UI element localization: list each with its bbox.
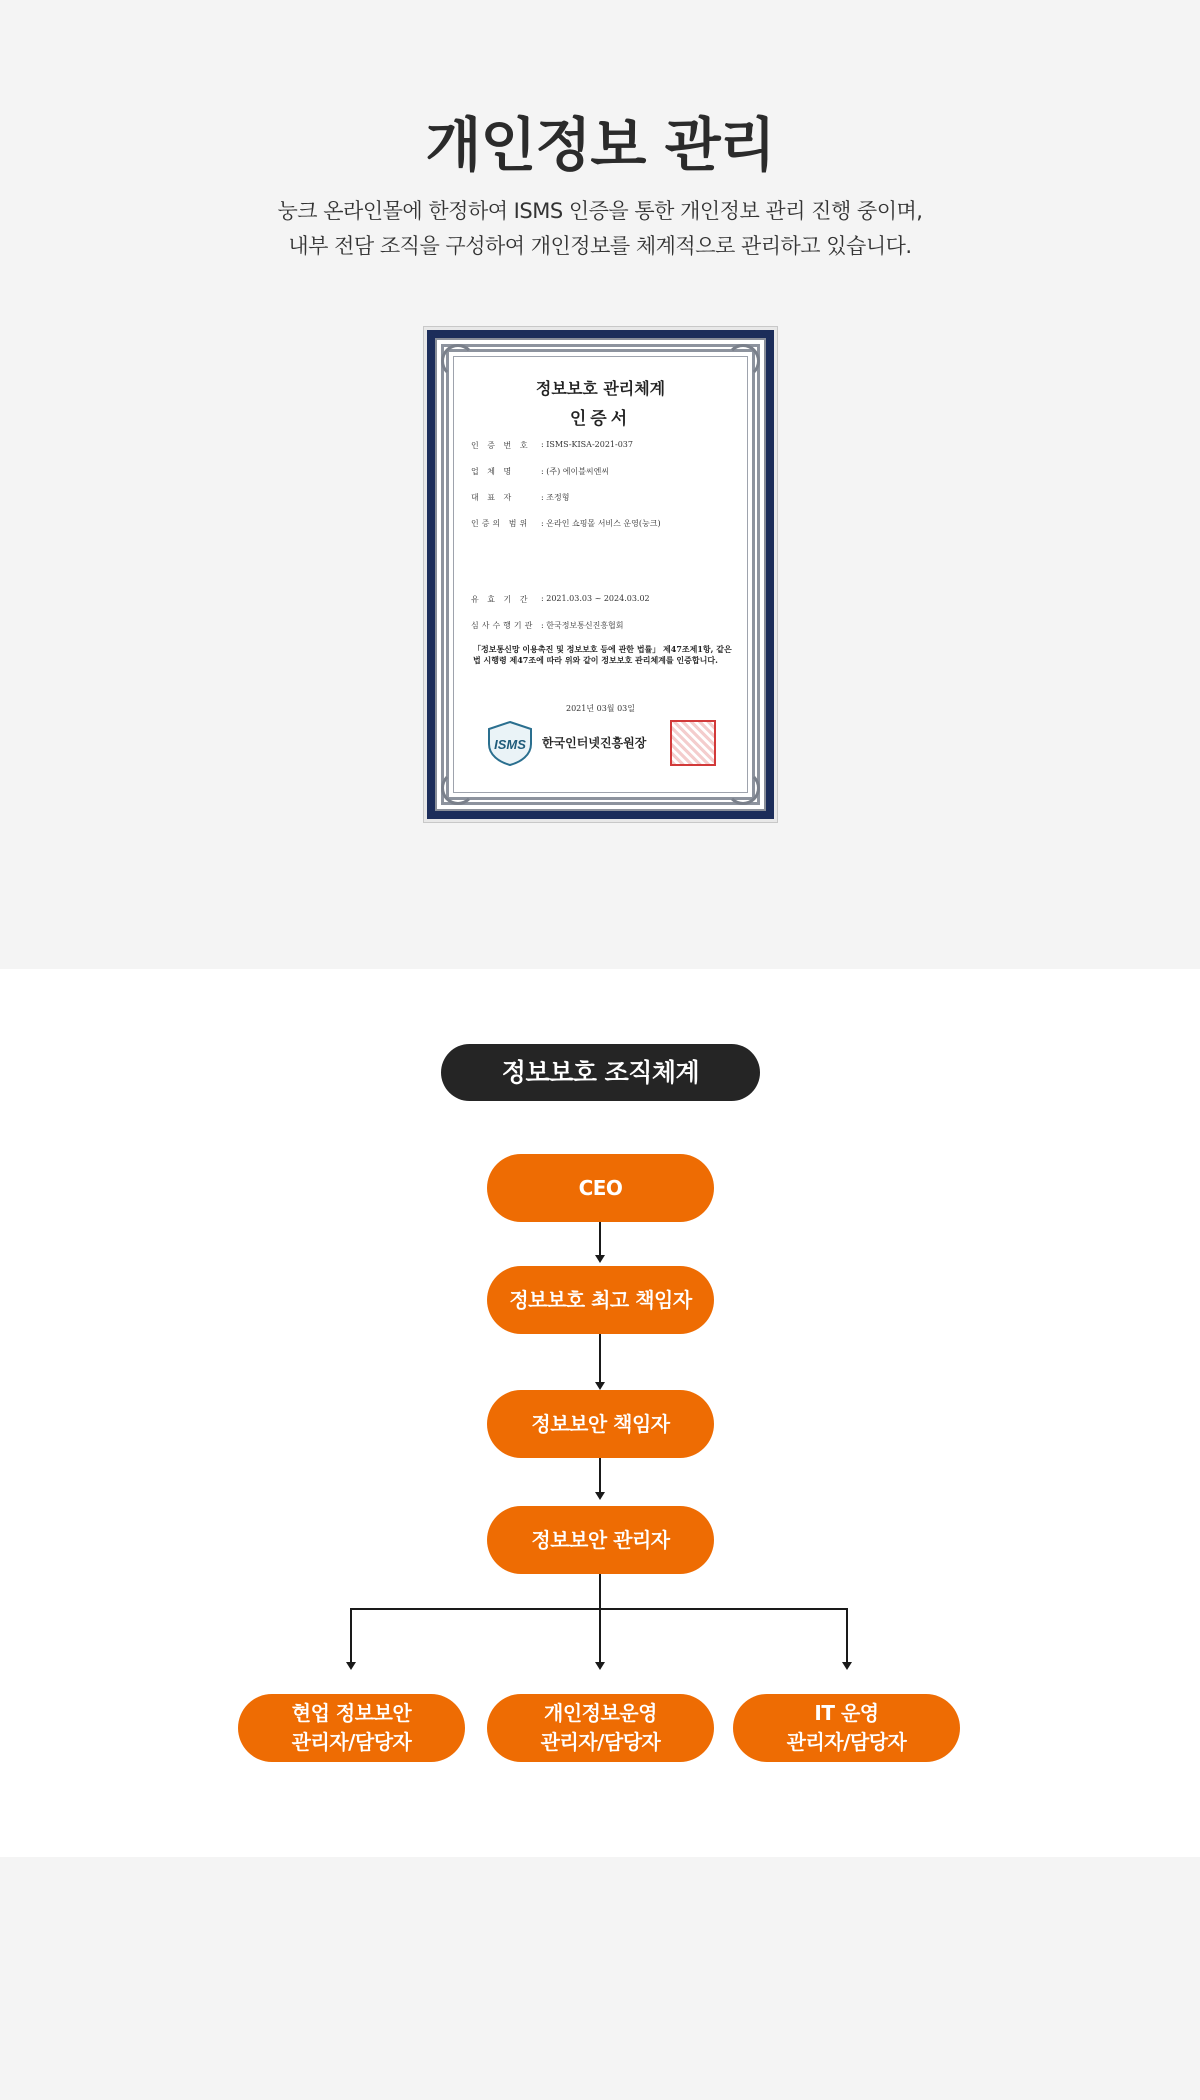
field-key: 대 표 자 <box>471 493 515 502</box>
certificate-field <box>471 466 744 477</box>
field-key: 심사수행기관 <box>471 621 536 630</box>
certificate-field <box>471 620 744 631</box>
node-security-manager: 정보보안 관리자 <box>487 1506 714 1574</box>
connector-line <box>599 1458 601 1492</box>
corner-ornament-icon <box>441 344 475 378</box>
certificate-period <box>471 594 744 646</box>
connector-line <box>350 1608 352 1664</box>
certificate-date: 2021년 03월 03일 <box>566 704 635 713</box>
node-line-2: 관리자/담당자 <box>786 1730 907 1754</box>
description-line-2: 내부 전담 조직을 구성하여 개인정보를 체계적으로 관리하고 있습니다. <box>288 234 912 258</box>
official-seal-icon <box>670 720 716 766</box>
isms-logo-icon <box>485 720 535 766</box>
org-heading: 정보보호 조직체계 <box>441 1044 760 1101</box>
field-value: : 조정형 <box>541 493 570 502</box>
page-description <box>0 194 1200 264</box>
isms-certificate-image <box>424 327 777 822</box>
node-line-2: 관리자/담당자 <box>291 1730 412 1754</box>
node-ciso: 정보보호 최고 책임자 <box>487 1266 714 1334</box>
node-business-security <box>238 1694 465 1762</box>
corner-ornament-icon <box>441 771 475 805</box>
arrow-down-icon <box>842 1662 852 1670</box>
certificate-fields <box>471 440 744 544</box>
certificate-field <box>471 518 744 529</box>
node-it-operation <box>733 1694 960 1762</box>
certificate-body: 「정보통신망 이용촉진 및 정보보호 등에 관한 법률」 제47조제1항, 같은 법 시행령 제47조에 따라 위와 같이 정보보호 관리체계를 인증합니다. <box>473 644 732 665</box>
arrow-down-icon <box>595 1492 605 1500</box>
branch-line <box>350 1608 848 1610</box>
node-security-officer: 정보보안 책임자 <box>487 1390 714 1458</box>
connector-line <box>599 1574 601 1664</box>
field-key: 인 증 번 호 <box>471 441 531 450</box>
field-value: : 2021.03.03 ~ 2024.03.02 <box>541 594 650 603</box>
node-line-2: 관리자/담당자 <box>540 1730 661 1754</box>
certificate-title: 정보보호 관리체계 <box>535 379 666 398</box>
connector-line <box>599 1222 601 1255</box>
field-key: 인증의 범위 <box>471 519 531 528</box>
arrow-down-icon <box>346 1662 356 1670</box>
page-title: 개인정보 관리 <box>425 111 775 179</box>
arrow-down-icon <box>595 1255 605 1263</box>
certificate-subtitle: 인증서 <box>569 409 632 429</box>
corner-ornament-icon <box>726 344 760 378</box>
certificate-paper <box>435 338 766 811</box>
description-line-1: 눙크 온라인몰에 한정하여 ISMS 인증을 통한 개인정보 관리 진행 중이며, <box>277 199 923 223</box>
certificate-issuer: 한국인터넷진흥원장 <box>542 736 647 750</box>
field-value: : 한국정보통신진흥협회 <box>541 621 624 630</box>
certificate-field <box>471 440 744 451</box>
footer-spacer <box>0 1857 1200 2100</box>
connector-line <box>846 1608 848 1664</box>
field-value: : 온라인 쇼핑몰 서비스 운영(눙크) <box>541 519 661 528</box>
certificate-field <box>471 492 744 503</box>
node-line-1: 개인정보운영 <box>544 1701 657 1725</box>
corner-ornament-icon <box>726 771 760 805</box>
node-line-1: IT 운영 <box>814 1701 879 1725</box>
field-value: : ISMS-KISA-2021-037 <box>541 440 633 449</box>
node-ceo: CEO <box>487 1154 714 1222</box>
field-key: 유 효 기 간 <box>471 595 531 604</box>
arrow-down-icon <box>595 1382 605 1390</box>
isms-logo-text: ISMS <box>494 737 526 752</box>
connector-line <box>599 1334 601 1382</box>
node-line-1: 현업 정보보안 <box>291 1701 412 1725</box>
field-value: : (주) 에이블씨엔씨 <box>541 467 610 476</box>
field-key: 업 체 명 <box>471 467 515 476</box>
node-privacy-operation <box>487 1694 714 1762</box>
certificate-field <box>471 594 744 605</box>
arrow-down-icon <box>595 1662 605 1670</box>
